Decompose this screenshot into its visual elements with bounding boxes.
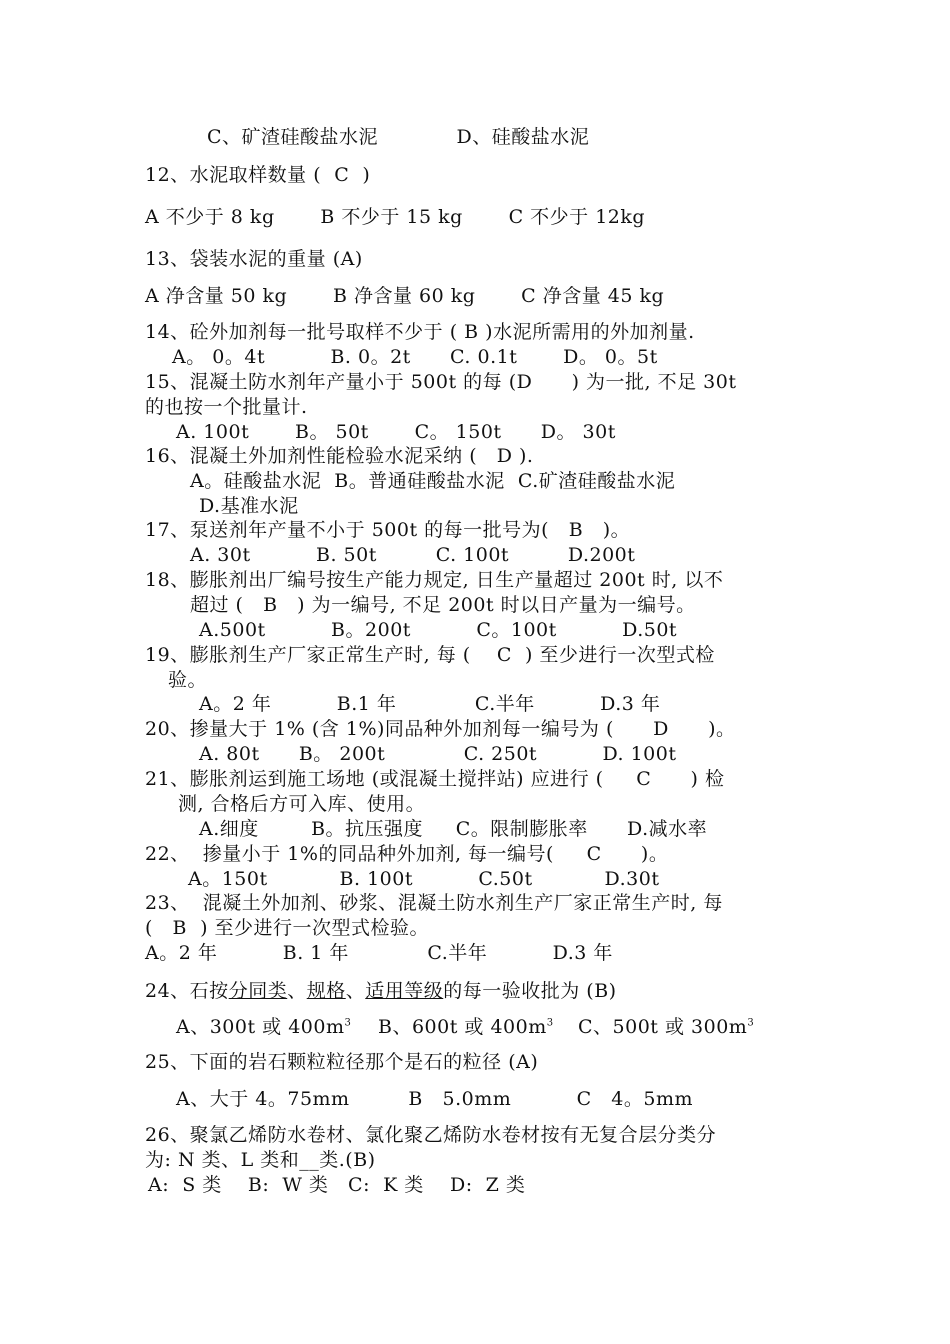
- q16-options-line1: A。硅酸盐水泥 B。普通硅酸盐水泥 C.矿渣硅酸盐水泥: [190, 470, 676, 492]
- q19-options: A。2 年 B.1 年 C.半年 D.3 年: [199, 693, 661, 715]
- q15-options: A. 100t B。 50t C。 150t D。 30t: [176, 421, 616, 443]
- q24-option-c: [578, 1015, 754, 1039]
- q26-question-line2: 为: N 类、L 类和__类.(B): [145, 1149, 376, 1171]
- q24-option-b-sup: 3: [546, 1017, 554, 1029]
- q19-question-line2: 验。: [168, 669, 208, 691]
- q18-question-line2: 超过 ( B ) 为一编号, 不足 200t 时以日产量为一编号。: [190, 594, 696, 616]
- q24-question: [145, 979, 617, 1003]
- q25-options: A、大于 4。75mm B 5.0mm C 4。5mm: [176, 1088, 694, 1110]
- q15-question-line1: 15、混凝土防水剂年产量小于 500t 的每 (D ) 为一批, 不足 30t: [145, 371, 737, 393]
- q11-options-cd: C、矿渣硅酸盐水泥 D、硅酸盐水泥: [207, 126, 590, 148]
- q22-question: 22、 掺量小于 1%的同品种外加剂, 每一编号( C )。: [145, 843, 669, 865]
- q26-question-line1: 26、聚氯乙烯防水卷材、氯化聚乙烯防水卷材按有无复合层分类分: [145, 1124, 717, 1146]
- q12-question: 12、水泥取样数量 ( C ): [145, 164, 371, 186]
- q16-options-line2: D.基准水泥: [199, 495, 299, 517]
- q24-option-c-sup: 3: [747, 1017, 755, 1029]
- q17-question: 17、泵送剂年产量不小于 500t 的每一批号为( B )。: [145, 519, 631, 541]
- q20-question: 20、掺量大于 1% (含 1%)同品种外加剂每一编号为 ( D )。: [145, 718, 736, 740]
- q18-options: A.500t B。200t C。100t D.50t: [199, 619, 678, 641]
- q26-options: A: S 类 B: W 类 C: K 类 D: Z 类: [148, 1174, 526, 1196]
- q25-question: 25、下面的岩石颗粒粒径那个是石的粒径 (A): [145, 1051, 539, 1073]
- q24-sep-2: 、: [345, 980, 366, 1002]
- q15-question-line2: 的也按一个批量计.: [145, 396, 308, 418]
- q13-options: A 净含量 50 kg B 净含量 60 kg C 净含量 45 kg: [145, 285, 665, 307]
- q24-option-a-sup: 3: [344, 1017, 352, 1029]
- q14-question: 14、砼外加剂每一批号取样不少于 ( B )水泥所需用的外加剂量.: [145, 321, 695, 343]
- q19-question-line1: 19、膨胀剂生产厂家正常生产时, 每 ( C ) 至少进行一次型式检: [145, 644, 715, 666]
- q24-option-b: [378, 1015, 554, 1039]
- q24-sep-1: 、: [287, 980, 307, 1002]
- q24-term-1: 分同类: [228, 980, 288, 1002]
- q23-options: A。2 年 B. 1 年 C.半年 D.3 年: [145, 942, 613, 964]
- q16-question: 16、混凝土外加剂性能检验水泥采纳 ( D ).: [145, 445, 534, 467]
- q24-option-a-text: A、300t 或 400m: [176, 1016, 345, 1038]
- q12-options: A 不少于 8 kg B 不少于 15 kg C 不少于 12kg: [145, 206, 646, 228]
- q23-question-line1: 23、 混凝土外加剂、砂浆、混凝土防水剂生产厂家正常生产时, 每: [145, 892, 723, 914]
- q23-question-line2: ( B ) 至少进行一次型式检验。: [145, 917, 430, 939]
- q13-question: 13、袋装水泥的重量 (A): [145, 248, 363, 270]
- q21-question-line1: 21、膨胀剂运到施工场地 (或混凝土搅拌站) 应进行 ( C ) 检: [145, 768, 725, 790]
- q21-question-line2: 测, 合格后方可入库、使用。: [178, 793, 426, 815]
- q14-options: A。 0。4t B. 0。2t C. 0.1t D。 0。5t: [172, 346, 658, 368]
- q24-suffix: 的每一验收批为 (B): [443, 980, 617, 1002]
- q24-option-a: [176, 1015, 351, 1039]
- q21-options: A.细度 B。抗压强度 C。限制膨胀率 D.减水率: [199, 818, 708, 840]
- q24-option-b-text: B、600t 或 400m: [378, 1016, 547, 1038]
- q24-prefix: 24、石按: [145, 980, 229, 1002]
- q24-term-3: 适用等级: [365, 980, 444, 1002]
- q24-term-2: 规格: [306, 980, 346, 1002]
- q22-options: A。150t B. 100t C.50t D.30t: [188, 868, 660, 890]
- q18-question-line1: 18、膨胀剂出厂编号按生产能力规定, 日生产量超过 200t 时, 以不: [145, 569, 724, 591]
- q17-options: A. 30t B. 50t C. 100t D.200t: [190, 544, 636, 566]
- q20-options: A. 80t B。 200t C. 250t D. 100t: [199, 743, 677, 765]
- q24-option-c-text: C、500t 或 300m: [578, 1016, 748, 1038]
